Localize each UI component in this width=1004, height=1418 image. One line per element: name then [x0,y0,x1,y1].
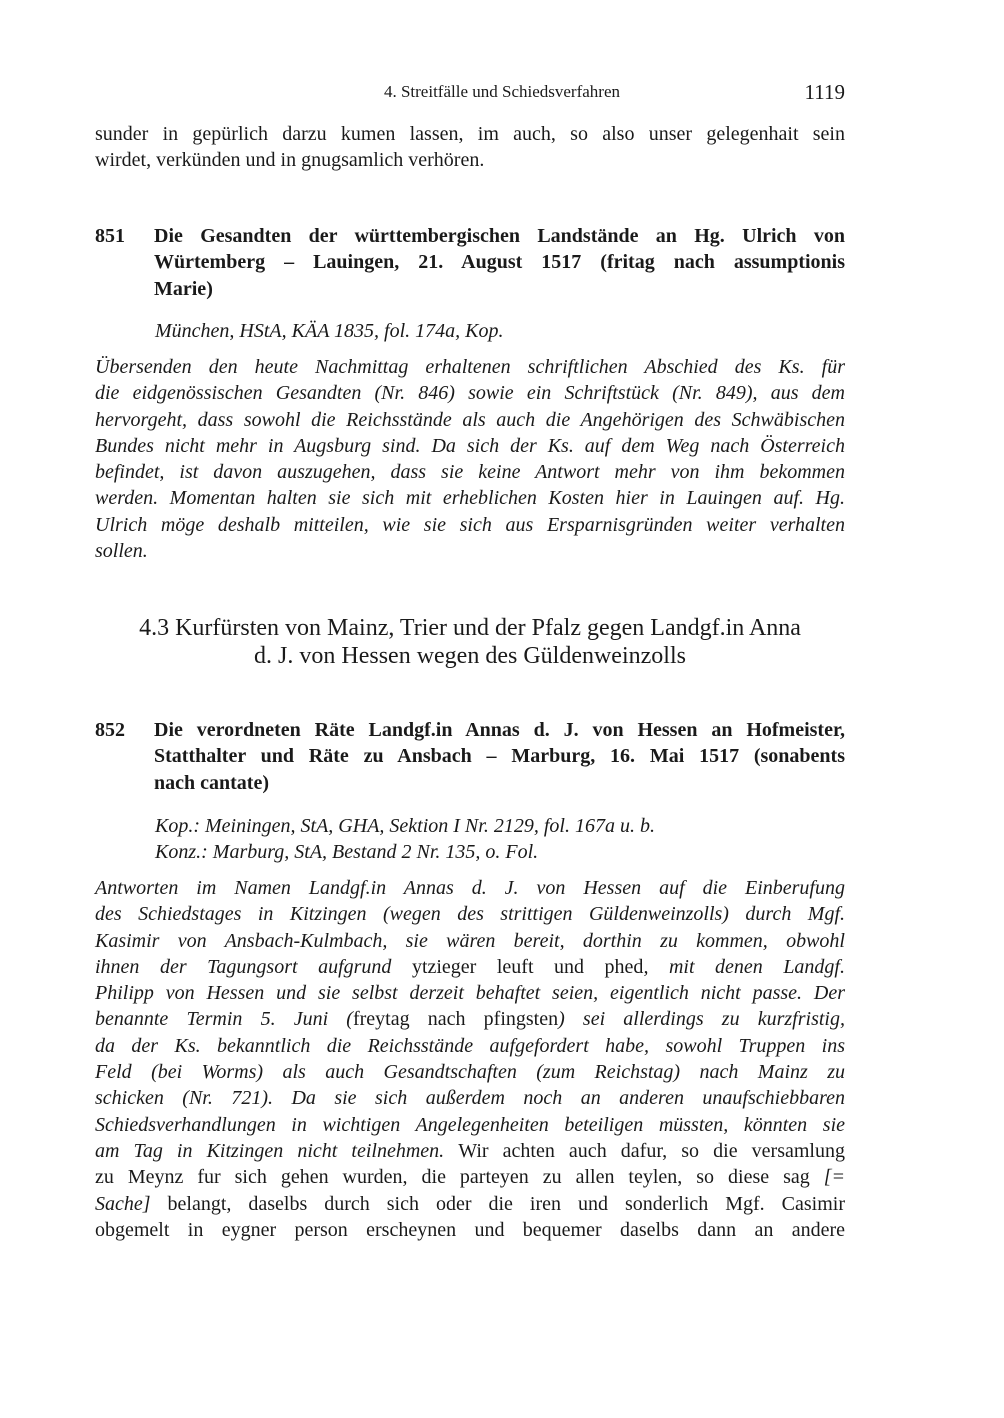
text-line [95,928,845,954]
text-line [154,770,845,796]
italic-text: ) sei allerdings zu kurzfristig, [558,1008,845,1031]
roman-text: Marie) [154,277,213,300]
text-line [154,743,845,769]
italic-text: Kasimir von Ansbach-Kulmbach, sie wären bereit, dorthin zu kommen, obwohl [95,929,845,952]
roman-text: obgemelt in eygner person erscheynen und bequemer daselbs dann an andere [95,1218,845,1241]
text-line [155,839,845,865]
italic-text: die eidgenössischen Gesandten (Nr. 846) sowie ein Schriftstück (Nr. 849), aus dem [95,382,845,405]
text-line [95,875,845,901]
text-line [95,121,845,147]
roman-text: nach cantate) [154,771,269,794]
text-line [95,901,845,927]
doc-number: 851 [95,225,125,247]
roman-text: ytzieger leuft und phed [411,955,644,978]
text-line [95,1006,845,1032]
italic-text: [= [823,1166,845,1189]
doc-heading-text [154,223,845,302]
doc-851-source [155,318,845,344]
text-line [154,223,845,249]
doc-number: 852 [95,719,125,741]
italic-text: Ulrich möge deshalb mitteilen, wie sie sich aus Ersparnisgründen weiter verhalten [95,513,845,536]
italic-text: Philipp von Hessen und sie selbst derzeit behaftet seien, eigentlich nicht passe. Der [95,982,845,1005]
italic-text: Kop.: Meiningen, StA, GHA, Sektion I Nr. 2129, fol. 167a u. b. [155,815,655,837]
italic-text: Sache] [95,1192,151,1215]
italic-text: , mit denen Landgf. [643,955,845,978]
italic-text: werden. Momentan halten sie sich mit erheblichen Kosten hier in Lauingen auf. Hg. [95,487,845,510]
text-line [154,276,845,302]
doc-851-summary [95,354,845,564]
text-line [95,538,845,564]
roman-text: zu Meynz fur sich gehen wurden, die parteyen zu allen teylen, so diese sag [95,1166,824,1189]
section-title-line: d. J. von Hessen wegen des Güldenweinzolls [254,643,686,669]
text-line [95,1138,845,1164]
doc-852-sources [155,813,845,866]
italic-text: Antworten im Namen Landgf.in Annas d. J. von Hessen auf die Einberufung [95,877,845,899]
running-title: 4. Streitfälle und Schiedsverfahren [383,82,621,101]
roman-text: wirdet, verkünden und in gnugsamlich verhören. [95,149,485,172]
roman-text: Die verordneten Räte Landgf.in Annas d. J. von Hessen an Hofmeister, [154,719,845,741]
text-line [95,433,845,459]
text-line [154,717,845,743]
italic-text: hervorgeht, dass sowohl die Reichsstände als auch die Angehörigen des Schwäbischen [95,408,845,431]
text-line [95,954,845,980]
text-line [95,485,845,511]
italic-text: schicken (Nr. 721). Da sie sich außerdem noch an anderen unaufschiebbaren [95,1087,845,1110]
italic-text: sollen. [95,540,148,563]
doc-852-text [95,875,845,1243]
section-title-line: 4.3 Kurfürsten von Mainz, Trier und der Pfalz gegen Landgf.in Anna [139,615,801,641]
text-line [155,318,845,344]
intro-paragraph [95,121,845,174]
italic-text: ihnen der Tagungsort aufgrund [95,955,412,978]
italic-text: des Schiedstages in Kitzingen (wegen des strittigen Güldenweinzolls) durch Mgf. [95,903,845,926]
text-line [95,1085,845,1111]
roman-text: Würtemberg – Lauingen, 21. August 1517 (fritag nach assumptionis [154,251,845,274]
text-line [95,1217,845,1243]
text-line [95,407,845,433]
text-line [95,147,845,173]
text-line [95,512,845,538]
text-line [95,1164,845,1190]
italic-text: befindet, ist davon auszugehen, dass sie keine Antwort mehr von ihm bekommen [95,461,845,484]
italic-text: da der Ks. bekanntlich die Reichsstände aufgefordert habe, sowohl Truppen ins [95,1034,845,1057]
text-line [95,1033,845,1059]
text-line [95,980,845,1006]
italic-text: Übersenden den heute Nachmittag erhaltenen schriftlichen Abschied des Ks. für [95,356,845,378]
text-line [155,813,845,839]
doc-heading-text [154,717,845,796]
italic-text: Konz.: Marburg, StA, Bestand 2 Nr. 135, o. Fol. [155,841,539,864]
text-line [154,249,845,275]
roman-text: sunder in gepürlich darzu kumen lassen, im auch, so also unser gelegenhait sein [95,123,845,145]
roman-text: belangt, daselbs durch sich oder die iren und sonderlich Mgf. Casimir [150,1192,845,1215]
text-line [95,1191,845,1217]
text-line [95,354,845,380]
italic-text: Feld (bei Worms) als auch Gesandtschaften (zum Reichstag) nach Mainz zu [95,1061,845,1084]
italic-text: benannte Termin 5. Juni ( [95,1008,353,1031]
section-title [95,614,845,670]
text-line [95,459,845,485]
roman-text: Statthalter und Räte zu Ansbach – Marburg, 16. Mai 1517 (sonabents [154,745,845,768]
italic-text: am Tag in Kitzingen nicht teilnehmen. [95,1139,459,1162]
text-line [95,1059,845,1085]
italic-text: München, HStA, KÄA 1835, fol. 174a, Kop. [155,320,504,342]
roman-text: Die Gesandten der württembergischen Landstände an Hg. Ulrich von [154,225,845,247]
text-line [95,380,845,406]
italic-text: Schiedsverhandlungen in wichtigen Angelegenheiten beteiligen müssten, könnten sie [95,1113,845,1136]
italic-text: Bundes nicht mehr in Augsburg sind. Da sich der Ks. auf dem Weg nach Österreich [95,434,845,457]
roman-text: Wir achten auch dafur, so die versamlung [458,1139,845,1162]
roman-text: freytag nach pfingsten [352,1008,559,1031]
page-number: 1119 [804,80,845,104]
text-line [95,1112,845,1138]
